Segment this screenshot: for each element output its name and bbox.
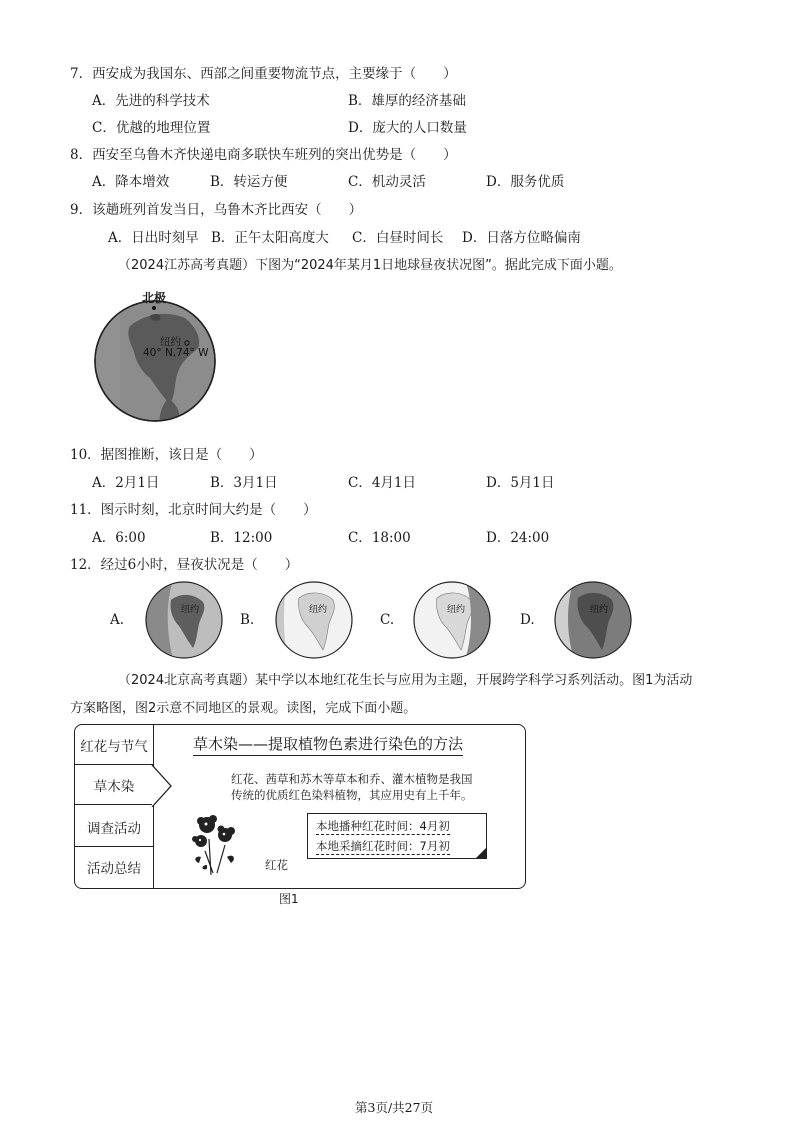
north-pole-marker [152,306,156,310]
intro-beijing-line1: （2024北京高考真题）某中学以本地红花生长与应用为主题，开展跨学科学习系列活动。图1为活动 [118,673,693,688]
q9-option-a: A．日出时刻早 [108,230,199,246]
q7-stem: 7．西安成为我国东、西部之间重要物流节点，主要缘于（ ） [70,66,457,82]
q12-option-c-label: C. [380,612,395,628]
q8-option-b: B．转运方便 [210,174,288,190]
q10-option-a: A．2月1日 [92,475,160,491]
safflower-label: 红花 [265,858,288,872]
q10-stem: 10．据图推断，该日是（ ） [70,447,263,463]
coordinate-label: 40° N,74° W [143,347,209,359]
q7-option-a: A．先进的科学技术 [92,93,210,109]
figure1-body-line2: 传统的优质红色染料植物，其应用史有上千年。 [231,788,473,802]
tab-activity-summary: 活动总结 [87,861,141,877]
safflower-illustration [187,811,247,877]
q9-stem: 9．该趟班列首发当日，乌鲁木齐比西安（ ） [70,202,363,218]
page-footer: 第3页/共27页 [355,1100,434,1115]
q8-option-a: A．降本增效 [92,174,170,190]
q7-option-b: B．雄厚的经济基础 [348,93,466,109]
figure1-title: 草木染——提取植物色素进行染色的方法 [193,733,463,756]
q12-globe-a [143,580,225,660]
q12-option-d-label: D. [520,612,535,628]
q7-option-d: D．庞大的人口数量 [348,120,467,136]
north-pole-label: 北极 [142,291,167,305]
q11-option-d: D．24:00 [486,530,550,546]
q12-globe-b-city: 纽约 [309,605,328,615]
note-harvest-time: 本地采摘红花时间：7月初 [316,839,450,853]
q10-option-d: D．5月1日 [486,475,555,491]
figure1-tab-column [75,725,154,888]
figure1-body-line1: 红花、茜草和苏木等草本和乔、灌木植物是我国 [231,772,473,786]
q10-option-c: C．4月1日 [348,475,417,491]
q9-option-d: D．日落方位略偏南 [462,230,581,246]
q11-option-b: B．12:00 [210,530,273,546]
q8-stem: 8．西安至乌鲁木齐快递电商多联快车班列的突出优势是（ ） [70,147,457,163]
intro-beijing-line2: 方案略图，图2示意不同地区的景观。读图，完成下面小题。 [70,701,417,716]
q8-option-d: D．服务优质 [486,174,565,190]
globe-figure [90,286,220,426]
q12-globe-b [273,580,355,660]
tab-survey-activity: 调查活动 [75,807,153,847]
q12-globe-a-city: 纽约 [181,605,200,615]
q12-option-a-label: A. [110,612,125,628]
q12-globe-c-city: 纽约 [447,605,466,615]
q12-option-b-label: B. [240,612,255,628]
q12-globe-d-city: 纽约 [590,605,609,615]
newyork-label: 纽约 [160,336,181,348]
tab-safflower-solar-terms: 红花与节气 [75,725,153,765]
q12-stem: 12．经过6小时，昼夜状况是（ ） [70,557,299,573]
q7-option-c: C．优越的地理位置 [92,120,211,136]
q9-option-b: B．正午太阳高度大 [211,230,329,246]
figure1-caption: 图1 [279,892,299,906]
q11-option-a: A．6:00 [92,530,146,546]
note-sowing-time: 本地播种红花时间：4月初 [316,819,450,833]
q12-globe-c [411,580,493,660]
q8-option-c: C．机动灵活 [348,174,426,190]
q11-option-c: C．18:00 [348,530,411,546]
tab-plant-dyeing: 草木染 [75,765,153,805]
q12-globe-d [552,580,634,660]
figure1-activity-plan [74,724,526,889]
q10-option-b: B．3月1日 [210,475,278,491]
q9-option-c: C．白昼时间长 [352,230,444,246]
note-folded-corner [475,847,487,859]
sowing-harvest-note [307,813,487,859]
q11-stem: 11．图示时刻，北京时间大约是（ ） [70,502,317,518]
intro-jiangsu: （2024江苏高考真题）下图为“2024年某月1日地球昼夜状况图”。据此完成下面小题。 [118,258,622,273]
tab-pointer-arrow [151,765,173,807]
